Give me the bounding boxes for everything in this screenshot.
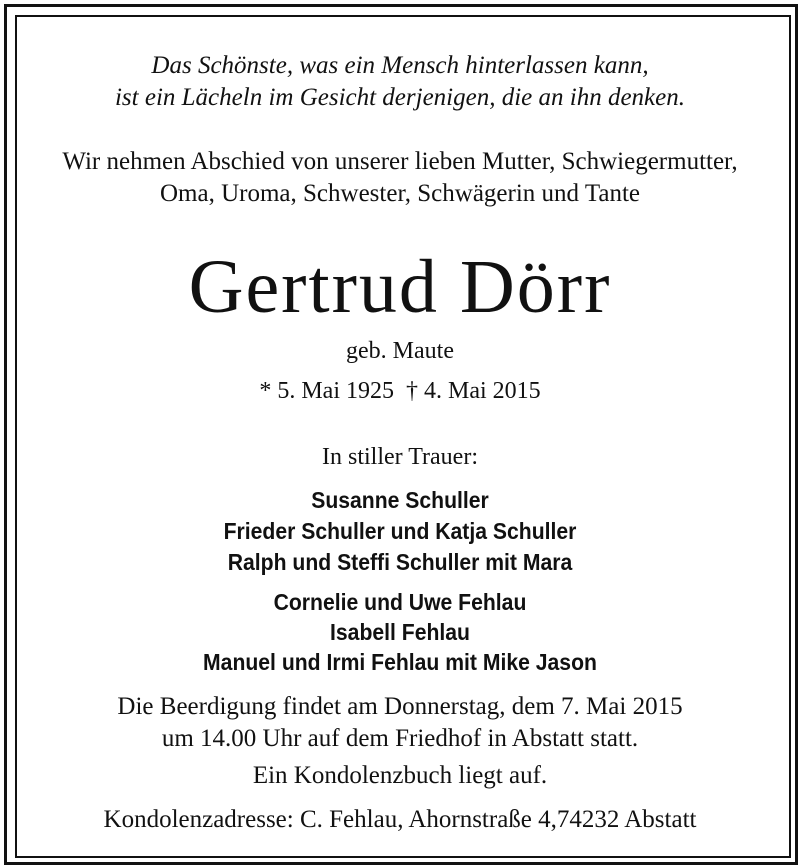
- intro-line-1: Wir nehmen Abschied von unserer lieben Mutter, Schwiegermutter,: [62, 148, 738, 175]
- mourner-line: Cornelie und Uwe Fehlau: [273, 589, 527, 615]
- quote-line-1: Das Schönste, was ein Mensch hinterlassen kann,: [151, 52, 649, 79]
- deceased-name: Gertrud Dörr: [188, 245, 612, 329]
- mourner-line: Frieder Schuller und Katja Schuller: [223, 518, 577, 544]
- mourner-line: Isabell Fehlau: [330, 619, 470, 645]
- life-dates: * 5. Mai 1925 † 4. Mai 2015: [259, 378, 541, 404]
- maiden-name: geb. Maute: [346, 338, 454, 364]
- condolence-address: Kondolenzadresse: C. Fehlau, Ahornstraße 4,74232 Abstatt: [103, 806, 697, 833]
- quote-line-2: ist ein Lächeln im Gesicht derjenigen, die an ihn denken.: [114, 84, 685, 111]
- mourner-line: Ralph und Steffi Schuller mit Mara: [227, 549, 573, 575]
- funeral-line-2: um 14.00 Uhr auf dem Friedhof in Abstatt statt.: [161, 725, 639, 752]
- intro-line-2: Oma, Uroma, Schwester, Schwägerin und Tante: [160, 180, 640, 207]
- mourner-line: Manuel und Irmi Fehlau mit Mike Jason: [203, 649, 597, 675]
- mourner-line: Susanne Schuller: [311, 487, 489, 513]
- funeral-line-1: Die Beerdigung findet am Donnerstag, dem 7. Mai 2015: [117, 693, 683, 720]
- condolence-book: Ein Kondolenzbuch liegt auf.: [252, 762, 548, 789]
- mourning-heading: In stiller Trauer:: [322, 444, 478, 470]
